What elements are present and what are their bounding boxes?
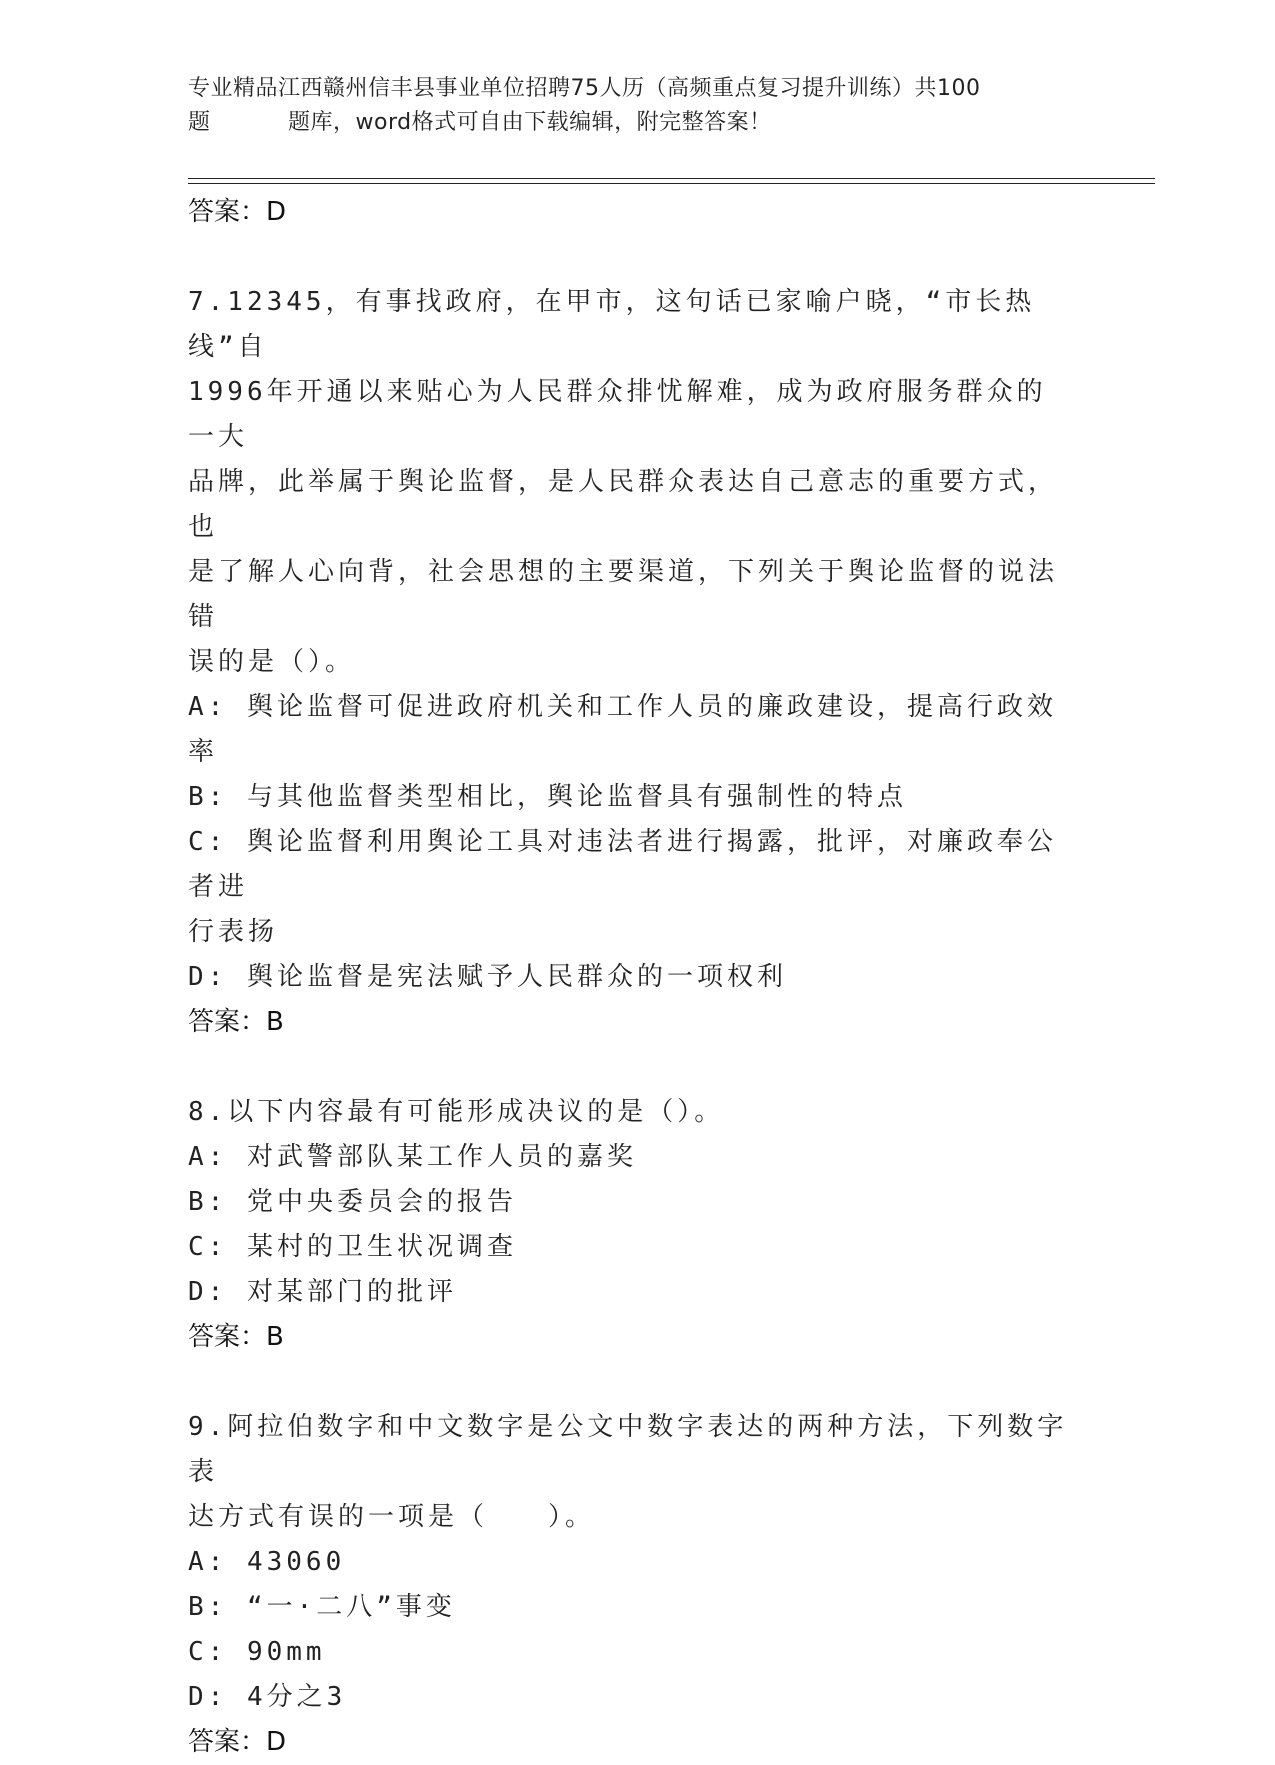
option-a: A: 对武警部队某工作人员的嘉奖	[188, 1142, 637, 1172]
header-line-2-rest: 题库，word格式可自由下载编辑，附完整答案！	[288, 110, 772, 135]
answer-line: 答案：B	[188, 1007, 284, 1037]
question-line: 是了解人心向背，社会思想的主要渠道，下列关于舆论监督的说法错	[188, 557, 1059, 632]
page-header	[188, 72, 1088, 140]
question-block	[188, 280, 1068, 1045]
option-a: A: 舆论监督可促进政府机关和工作人员的廉政建设，提高行政效率	[188, 692, 1057, 767]
question-line: 1996年开通以来贴心为人民群众排忧解难，成为政府服务群众的一大	[188, 377, 1047, 452]
question-line: 8.以下内容最有可能形成决议的是（）。	[188, 1097, 725, 1127]
spacer	[188, 235, 1068, 280]
option-c: C: 90mm	[188, 1637, 326, 1667]
answer-line: 答案：B	[188, 1322, 284, 1352]
spacer	[188, 1045, 1068, 1090]
question-line: 达方式有误的一项是（ ）。	[188, 1502, 596, 1532]
header-rule-bottom	[188, 183, 1155, 184]
question-line: 品牌，此举属于舆论监督，是人民群众表达自己意志的重要方式，也	[188, 467, 1059, 542]
question-line: 9.阿拉伯数字和中文数字是公文中数字表达的两种方法，下列数字表	[188, 1412, 1068, 1487]
option-c: C: 舆论监督利用舆论工具对违法者进行揭露，批评，对廉政奉公者进	[188, 827, 1057, 902]
option-d: D: 对某部门的批评	[188, 1277, 457, 1307]
question-block	[188, 1405, 1068, 1765]
header-line-1: 专业精品江西赣州信丰县事业单位招聘75人历（高频重点复习提升训练）共100	[188, 76, 981, 101]
option-b: B: “一·二八”事变	[188, 1592, 456, 1622]
option-b: B: 与其他监督类型相比，舆论监督具有强制性的特点	[188, 782, 907, 812]
question-line: 误的是（）。	[188, 647, 356, 677]
document-body	[188, 190, 1068, 1765]
header-line-2-lead: 题	[188, 110, 211, 135]
spacer	[188, 1360, 1068, 1405]
header-line-2	[188, 106, 1088, 140]
question-line: 7.12345，有事找政府，在甲市，这句话已家喻户晓，“市长热线”自	[188, 287, 1036, 362]
option-a: A: 43060	[188, 1547, 346, 1577]
option-d: D: 4分之3	[188, 1682, 347, 1712]
answer-line: 答案：D	[188, 1727, 287, 1757]
previous-answer: 答案：D	[188, 197, 287, 227]
option-c-continued: 行表扬	[188, 917, 279, 947]
option-c: C: 某村的卫生状况调查	[188, 1232, 517, 1262]
question-block	[188, 1090, 1068, 1360]
header-rule-top	[188, 178, 1155, 179]
option-d: D: 舆论监督是宪法赋予人民群众的一项权利	[188, 962, 787, 992]
option-b: B: 党中央委员会的报告	[188, 1187, 517, 1217]
